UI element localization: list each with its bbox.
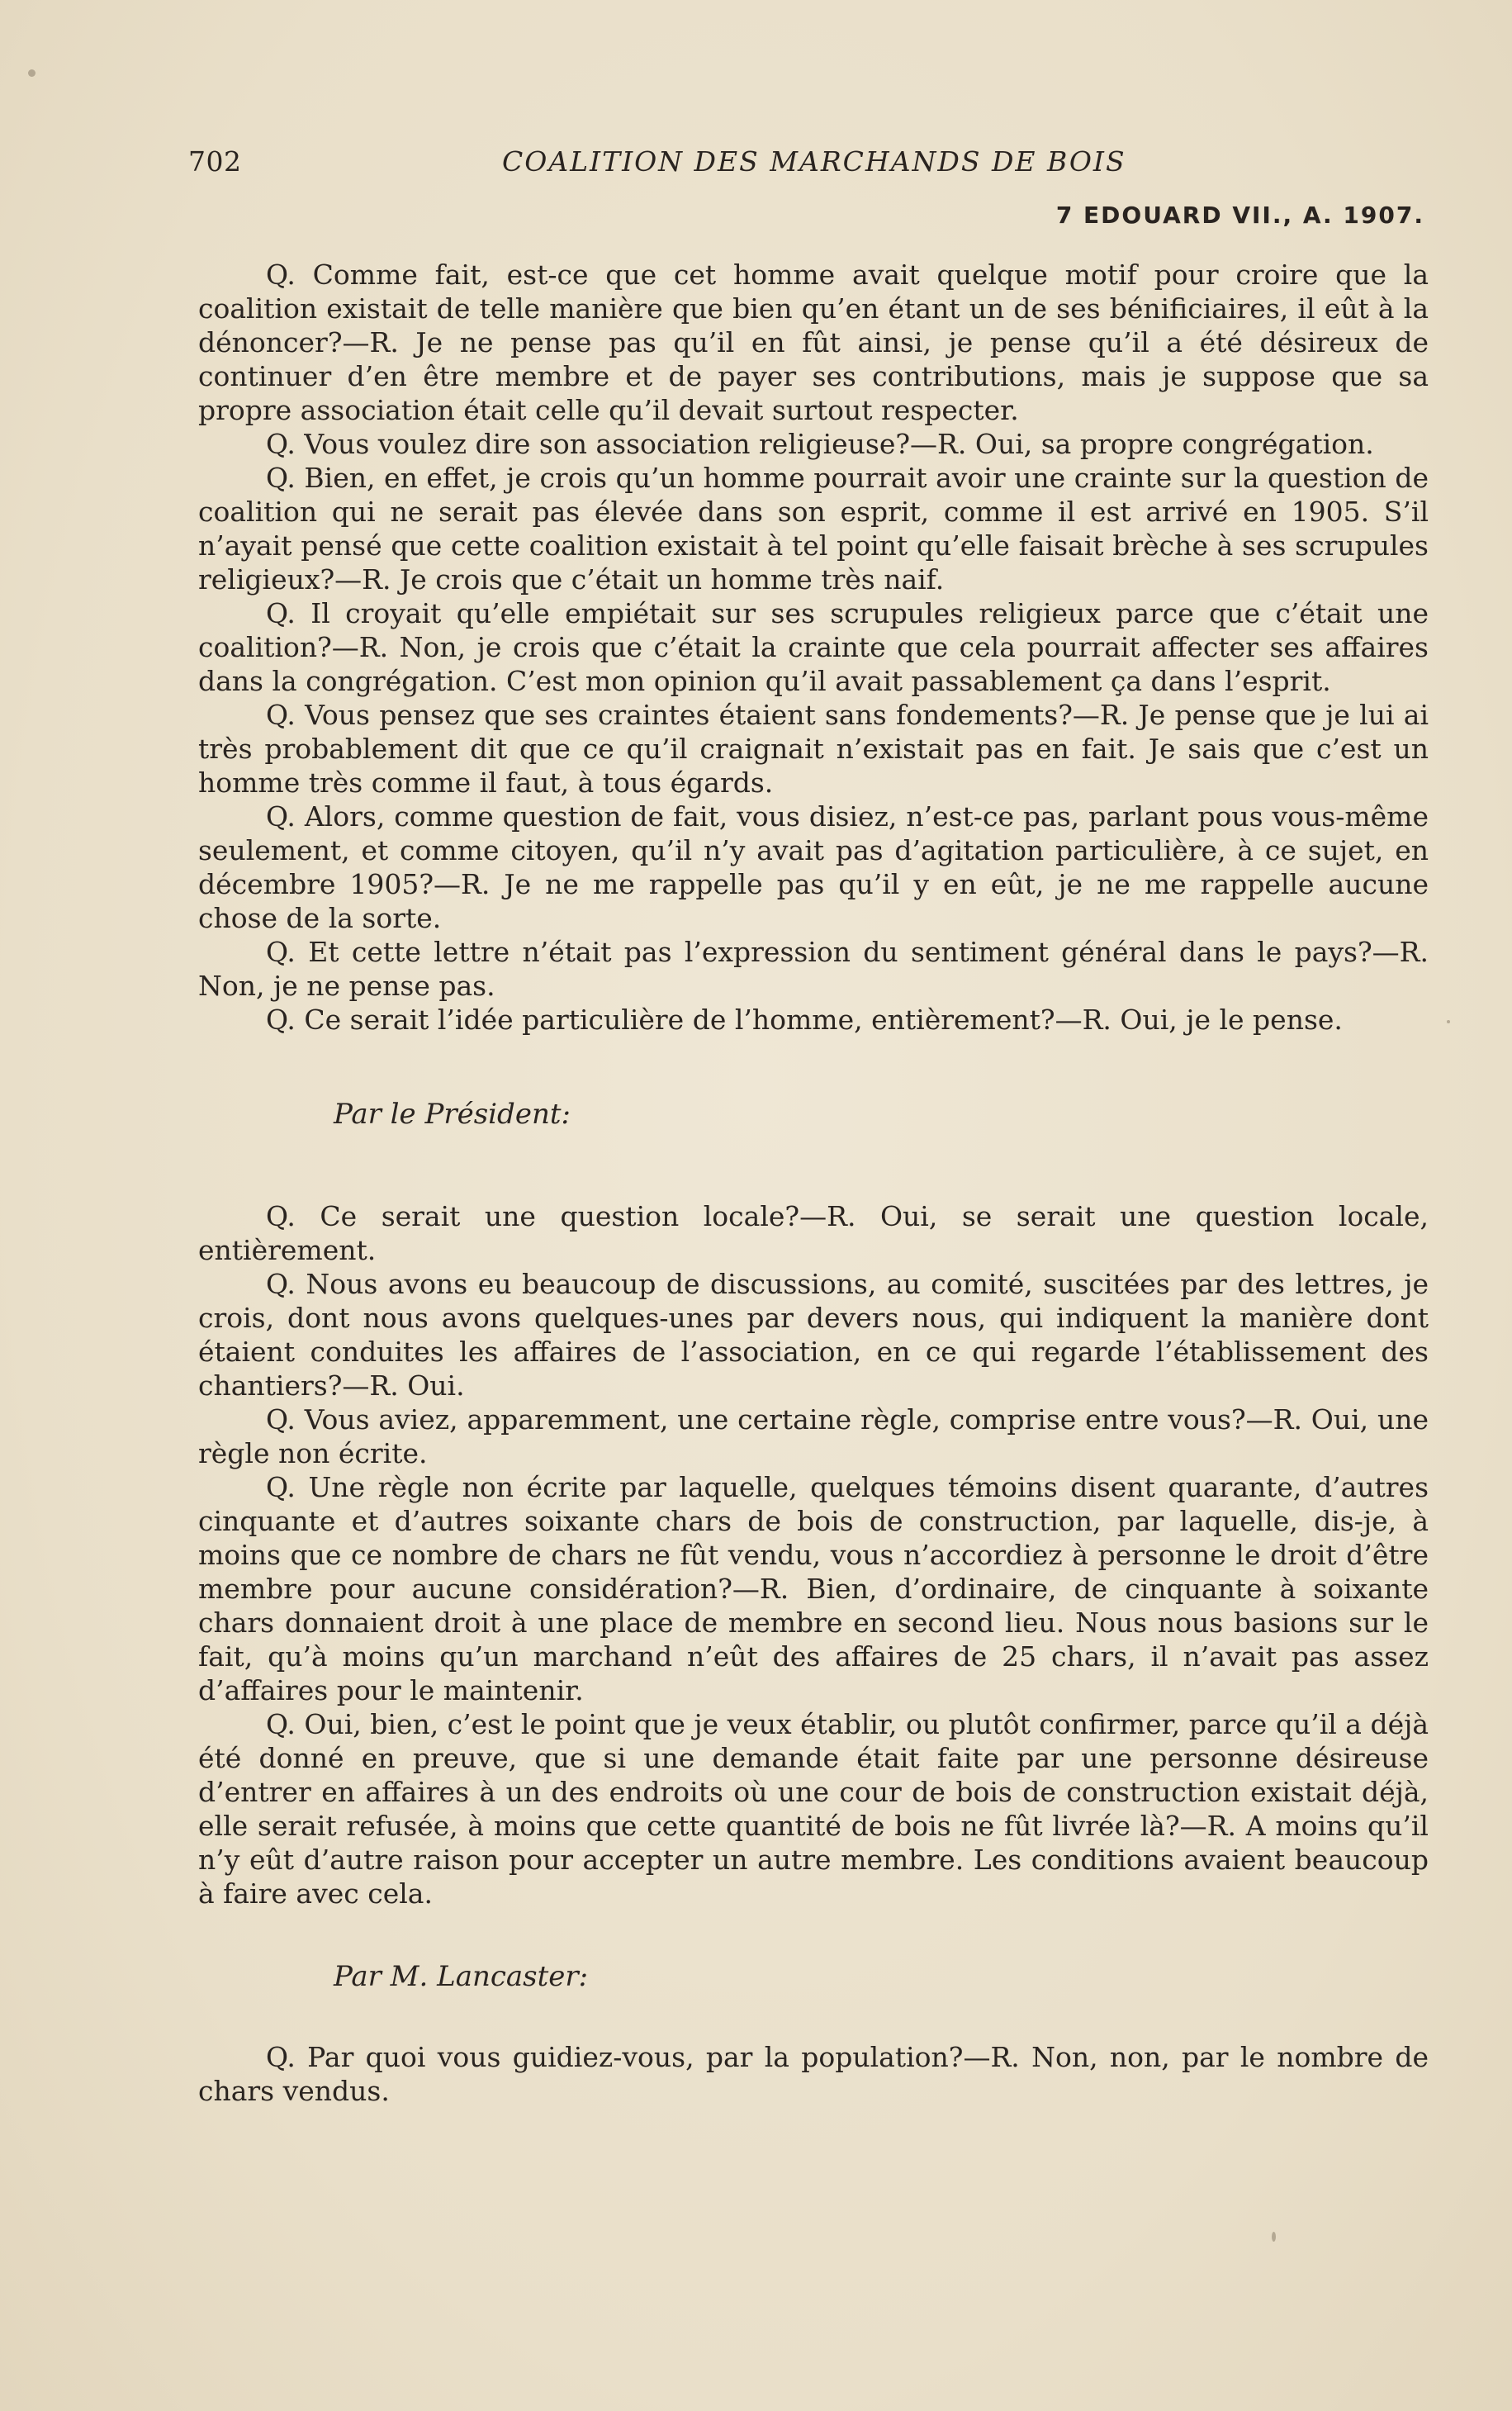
testimony-paragraph: Q. Ce serait une question locale?—R. Oui, se serait une question locale, entièrement. [198,1200,1429,1266]
testimony-paragraph: Q. Nous avons eu beaucoup de discussions, au comité, suscitées par des lettres, je crois, dont nous avons quelques-unes par devers nous, qui indiquent la manière dont étaient conduites les affaires de l’association, en ce qui regarde l’établissement des chantiers?—R. Oui. [198,1268,1429,1402]
testimony-paragraph: Q. Il croyait qu’elle empiétait sur ses scrupules religieux parce que c’était une coalition?—R. Non, je crois que c’était la crainte que cela pourrait affecter ses affaires dans la congrégation. C’est mon opinion qu’il avait passablement ça dans l’esprit. [198,597,1429,697]
page-number: 702 [188,145,242,178]
paper-speck [1272,2232,1276,2242]
running-title: COALITION DES MARCHANDS DE BOIS [502,145,1126,178]
speaker-heading-lancaster: Par M. Lancaster: [334,1960,589,1993]
paper-speck [1447,1020,1450,1023]
testimony-paragraph: Q. Vous pensez que ses craintes étaient sans fondements?—R. Je pense que je lui ai très probablement dit que ce qu’il craignait n’existait pas en fait. Je sais que c’est un homme très comme il faut, à tous égards. [198,699,1429,799]
speaker-heading-president: Par le Président: [334,1098,571,1131]
testimony-paragraph: Q. Ce serait l’idée particulière de l’homme, entièrement?—R. Oui, je le pense. [266,1004,1343,1036]
paper-speck [28,69,36,77]
testimony-paragraph: Q. Une règle non écrite par laquelle, quelques témoins disent quarante, d’autres cinquante et d’autres soixante chars de bois de construction, par laquelle, dis-je, à moins que ce nombre de chars ne fût vendu, vous n’accordiez à personne le droit d’être membre pour aucune considération?—R. Bien, d’ordinaire, de cinquante à soixante chars donnaient droit à une place de membre en second lieu. Nous nous basions sur le fait, qu’à moins qu’un marchand n’eût des affaires de 25 chars, il n’avait pas assez d’affaires pour le maintenir. [198,1471,1429,1706]
page-header [188,145,1429,187]
session-label: 7 EDOUARD VII., A. 1907. [1055,202,1424,229]
testimony-paragraph: Q. Et cette lettre n’était pas l’expression du sentiment général dans le pays?—R. Non, je ne pense pas. [198,936,1429,1002]
testimony-paragraph: Q. Oui, bien, c’est le point que je veux établir, ou plutôt confirmer, parce qu’il a déjà été donné en preuve, que si une demande était faite par une personne désireuse d’entrer en affaires à un des endroits où une cour de bois de construction existait déjà, elle serait refusée, à moins que cette quantité de bois ne fût livrée là?—R. A moins qu’il n’y eût d’autre raison pour accepter un autre membre. Les conditions avaient beaucoup à faire avec cela. [198,1708,1429,1910]
testimony-paragraph: Q. Bien, en effet, je crois qu’un homme pourrait avoir une crainte sur la question de coalition qui ne serait pas élevée dans son esprit, comme il est arrivé en 1905. S’il n’ayait pensé que cette coalition existait à tel point qu’elle faisait brèche à ses scrupules religieux?—R. Je crois que c’était un homme très naif. [198,462,1429,596]
testimony-paragraph: Q. Vous aviez, apparemment, une certaine règle, comprise entre vous?—R. Oui, une règle non écrite. [198,1403,1429,1469]
document-body [198,258,1429,2108]
testimony-paragraph: Q. Vous voulez dire son association religieuse?—R. Oui, sa propre congrégation. [266,428,1374,460]
testimony-paragraph: Q. Alors, comme question de fait, vous disiez, n’est-ce pas, parlant pous vous-même seulement, et comme citoyen, qu’il n’y avait pas d’agitation particulière, à ce sujet, en décembre 1905?—R. Je ne me rappelle pas qu’il y en eût, je ne me rappelle aucune chose de la sorte. [198,800,1429,934]
testimony-paragraph: Q. Par quoi vous guidiez-vous, par la population?—R. Non, non, par le nombre de chars vendus. [198,2041,1429,2107]
testimony-paragraph: Q. Comme fait, est-ce que cet homme avait quelque motif pour croire que la coalition existait de telle manière que bien qu’en étant un de ses bénificiaires, il eût à la dénoncer?—R. Je ne pense pas qu’il en fût ainsi, je pense qu’il a été désireux de continuer d’en être membre et de payer ses contributions, mais je suppose que sa propre association était celle qu’il devait surtout respecter. [198,259,1429,426]
